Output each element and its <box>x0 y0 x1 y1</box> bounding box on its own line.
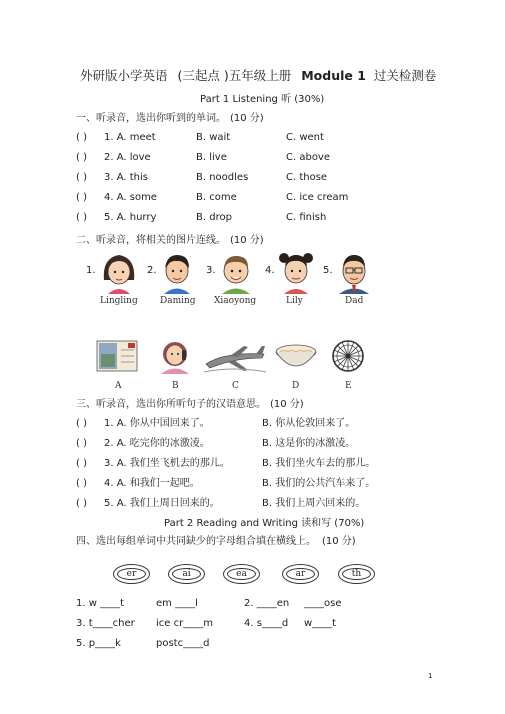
fill-blank: ____ose <box>304 598 342 609</box>
person-name: Lingling <box>100 296 138 306</box>
girl-phone-image <box>155 338 195 374</box>
fill-blank: 3. t____cher <box>76 618 135 629</box>
option-b: B. live <box>196 152 227 163</box>
option-a: 1. A. meet <box>104 132 156 143</box>
section1-score: (10 分) <box>230 113 264 124</box>
option-oval: ai <box>168 564 205 584</box>
airplane-image <box>204 344 266 374</box>
answer-paren: ( ) <box>76 438 87 449</box>
section3-title: 三、听录音，选出你所听句子的汉语意思。 <box>76 399 266 410</box>
answer-paren: ( ) <box>76 152 87 163</box>
option-b: B. 我们上周六回来的。 <box>262 498 366 509</box>
part1-heading: Part 1 Listening 听 (30%) <box>200 94 325 105</box>
fill-blank: 2. ____en <box>244 598 290 609</box>
option-a: 2. A. 吃完你的冰激凌。 <box>104 438 210 449</box>
postcard-image <box>96 340 138 372</box>
title-suffix: 过关检测卷 <box>373 68 437 83</box>
title-grade: (三起点 )五年级上册 <box>177 68 292 83</box>
fill-blank: 1. w ____t <box>76 598 124 609</box>
option-b: B. noodles <box>196 172 249 183</box>
answer-paren: ( ) <box>76 192 87 203</box>
lily-portrait <box>276 248 316 294</box>
part2-heading: Part 2 Reading and Writing 读和写 (70%) <box>164 518 365 529</box>
option-oval: er <box>113 564 150 584</box>
page-title <box>80 68 436 83</box>
option-c: C. above <box>286 152 331 163</box>
option-b: B. drop <box>196 212 232 223</box>
option-a: 5. A. 我们上周日回来的。 <box>104 498 220 509</box>
noodle-bowl-image <box>274 342 318 372</box>
option-b: B. 这是你的冰激凌。 <box>262 438 356 449</box>
section2-score: (10 分) <box>230 235 264 246</box>
option-b: B. wait <box>196 132 231 143</box>
portrait-number: 5. <box>323 265 333 276</box>
option-a: 1. A. 你从中国回来了。 <box>104 418 210 429</box>
fill-blank: w____t <box>304 618 337 629</box>
person-name: Daming <box>160 296 196 306</box>
option-c: C. went <box>286 132 324 143</box>
section1-title: 一、听录音，选出你听到的单词。 <box>76 113 226 124</box>
option-c: C. finish <box>286 212 327 223</box>
fill-blank: 4. s____d <box>244 618 289 629</box>
dad-portrait <box>334 250 374 294</box>
answer-paren: ( ) <box>76 498 87 509</box>
option-b: B. come <box>196 192 237 203</box>
fill-blank: postc____d <box>156 638 210 649</box>
person-name: Lily <box>286 296 303 306</box>
answer-paren: ( ) <box>76 172 87 183</box>
answer-paren: ( ) <box>76 212 87 223</box>
page-number: 1 <box>428 672 433 680</box>
title-module: Module 1 <box>301 68 366 83</box>
portrait-number: 1. <box>86 265 96 276</box>
answer-paren: ( ) <box>76 478 87 489</box>
section2-title: 二、听录音，将相关的图片连线。 <box>76 235 226 246</box>
answer-paren: ( ) <box>76 418 87 429</box>
daming-portrait <box>158 250 196 294</box>
portrait-number: 3. <box>206 265 216 276</box>
person-name: Xiaoyong <box>214 296 257 306</box>
section3-score: (10 分) <box>270 399 304 410</box>
option-oval: ar <box>282 564 319 584</box>
person-name: Dad <box>345 296 364 306</box>
portrait-number: 4. <box>265 265 275 276</box>
option-c: C. ice cream <box>286 192 349 203</box>
option-a: 2. A. love <box>104 152 151 163</box>
option-b: B. 我们坐火车去的那儿。 <box>262 458 376 469</box>
option-c: C. those <box>286 172 328 183</box>
option-oval: ea <box>223 564 260 584</box>
lingling-portrait <box>98 250 140 294</box>
option-b: B. 我们的公共汽车来了。 <box>262 478 376 489</box>
title-publisher: 外研版小学英语 <box>80 68 168 83</box>
fill-blank: 5. p____k <box>76 638 121 649</box>
answer-paren: ( ) <box>76 458 87 469</box>
option-a: 4. A. 和我们一起吧。 <box>104 478 200 489</box>
picture-label: C <box>232 381 239 391</box>
fill-blank: ice cr____m <box>156 618 213 629</box>
fill-blank: em ____l <box>156 598 198 609</box>
xiaoyong-portrait <box>216 250 256 294</box>
option-a: 3. A. this <box>104 172 148 183</box>
picture-label: D <box>292 381 300 391</box>
option-a: 3. A. 我们坐飞机去的那儿。 <box>104 458 230 469</box>
option-a: 5. A. hurry <box>104 212 157 223</box>
portrait-number: 2. <box>147 265 157 276</box>
section4-score: (10 分) <box>322 536 356 547</box>
picture-label: E <box>345 381 352 391</box>
option-oval: th <box>338 564 375 584</box>
option-b: B. 你从伦敦回来了。 <box>262 418 356 429</box>
picture-label: A <box>115 381 122 391</box>
ferris-wheel-image <box>330 338 366 374</box>
option-a: 4. A. some <box>104 192 157 203</box>
section4-title: 四、选出每组单词中共同缺少的字母组合填在横线上。 <box>76 536 316 547</box>
picture-label: B <box>172 381 179 391</box>
answer-paren: ( ) <box>76 132 87 143</box>
